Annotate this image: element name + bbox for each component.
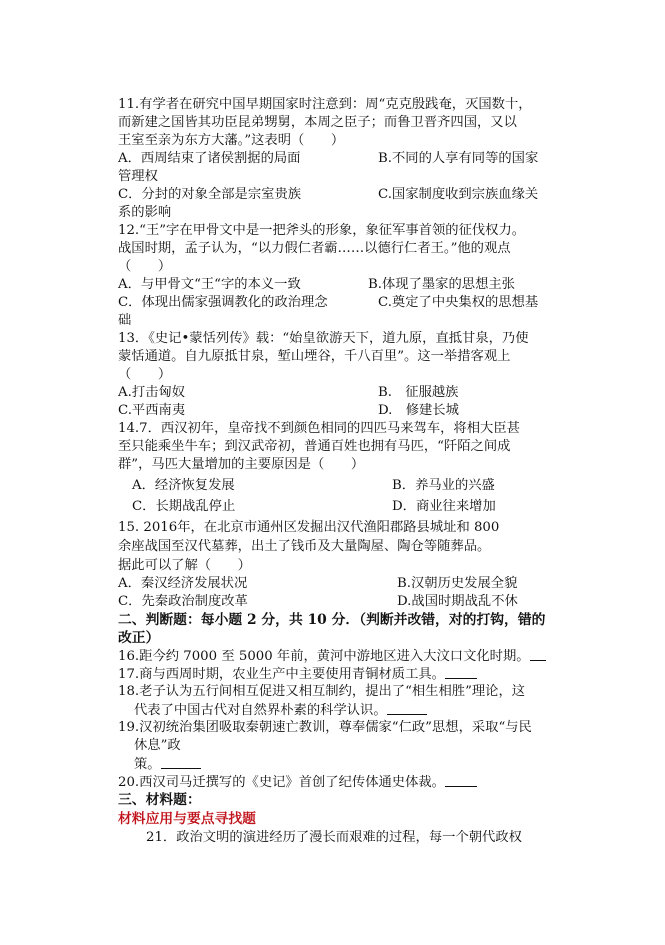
q11-option-b-cont: 管理权 [118,169,158,184]
q11-option-a: A．西周结束了诸侯割据的局面 [118,151,301,166]
judge-q17 [118,665,477,684]
judge-q16 [118,647,546,666]
judge-q20-answer-blank[interactable] [445,773,477,787]
judge-q18-line2 [134,701,427,720]
q12-option-c: C．体现出儒家强调教化的政治理念 [118,295,328,310]
judge-q18-text: 代表了中国古代对自然界朴素的科学认识。 [134,703,387,718]
section2-heading-line2: 改正） [118,630,160,646]
q12-stem-line2: 战国时期，孟子认为，“以力假仁者霸……以德行仁者王。”他的观点 [118,241,511,256]
judge-q17-answer-blank[interactable] [445,665,477,679]
q15-option-d: D.战国时期战乱不休 [397,594,518,609]
q14-stem-line1: 14.7．西汉初年，皇帝找不到颜色相同的四匹马来驾车，将相大臣甚 [118,421,520,436]
judge-q18-line1: 18.老子认为五行间相互促进又相互制约，提出了“相生相胜”理论，这 [118,684,526,699]
q14-stem-line2: 至只能乘坐牛车；到汉武帝初，普通百姓也拥有马匹，“阡陌之间成 [118,439,511,454]
q14-option-d: D．商业往来增加 [392,499,496,514]
q11-option-c: C．分封的对象全部是宗室贵族 [118,187,302,202]
q11-option-b: B.不同的人享有同等的国家 [378,151,539,166]
q12-option-b: B.体现了墨家的思想主张 [368,277,515,292]
q13-option-d: D. 修建长城 [378,403,459,418]
q11-option-d-cont: 系的影响 [118,205,172,220]
q13-stem-line1: 13．《史记•蒙恬列传》载：“始皇欲游天下，道九原，直抵甘泉，乃使 [118,331,529,346]
judge-q20-text: 20.西汉司马迁撰写的《史记》首创了纪传体通史体裁。 [118,775,445,790]
q14-option-a: A．经济恢复发展 [132,478,235,493]
q13-stem-line2: 蒙恬通道。自九原抵甘泉，堑山堙谷，千八百里”。这一举措客观上 [118,349,511,364]
judge-q20 [118,773,477,792]
section2-heading-line1: 二、判断题：每小题 2 分，共 10 分．（判断并改错，对的打钩，错的 [118,612,546,628]
judge-q16-text: 16.距今约 7000 至 5000 年前，黄河中游地区进入大汶口文化时期。 [118,649,530,664]
q11-option-d: C.国家制度收到宗族血缘关 [378,187,539,202]
section3-subtitle: 材料应用与要点寻找题 [118,811,256,827]
judge-q16-answer-blank[interactable] [530,647,546,661]
q11-stem-line1: 11.有学者在研究中国早期国家时注意到：周“克克殷践奄，灭国数十， [118,97,532,112]
judge-q17-text: 17.商与西周时期，农业生产中主要使用青铜材质工具。 [118,667,445,682]
q15-option-a: A．秦汉经济发展状况 [118,576,248,591]
judge-q19-line3 [134,755,201,774]
q12-option-d: C.奠定了中央集权的思想基 [378,295,539,310]
q14-stem-line3: 群”，马匹大量增加的主要原因是（ ） [118,457,365,472]
q15-option-c: C．先秦政治制度改革 [118,594,248,609]
judge-q19-line1: 19.汉初统治集团吸取秦朝速亡教训，尊奉儒家“仁政”思想，采取“与民 [118,720,532,735]
q12-option-a: A．与甲骨文“王“字的本义一致 [118,277,301,292]
q15-stem-line2: 余座战国至汉代墓葬，出土了钱币及大量陶屋、陶仓等随葬品。 [118,539,491,554]
judge-q19-line2: 休息”政 [134,738,181,753]
q14-option-b: B．养马业的兴盛 [392,478,495,493]
q13-stem-line3: （ ） [118,367,172,382]
q14-option-c: C．长期战乱停止 [132,499,236,514]
judge-q18-answer-blank[interactable] [387,701,427,715]
q12-stem-line3: （ ） [118,259,172,274]
q12-option-d-cont: 础 [118,313,132,328]
judge-q19-text: 策。 [134,757,161,772]
judge-q19-answer-blank[interactable] [161,755,201,769]
q13-option-a: A.打击匈奴 [118,385,186,400]
q15-stem-line1: 15. 2016年，在北京市通州区发掘出汉代渔阳郡路县城址和 800 [118,520,500,535]
section3-heading: 三、材料题： [118,792,201,808]
q15-option-b: B.汉朝历史发展全貌 [397,576,518,591]
q12-stem-line1: 12.“王”字在甲骨文中是一把斧头的形象，象征军事首领的征伐权力。 [118,223,526,238]
q11-stem-line2: 而新建之国皆其功臣昆弟甥舅，本周之臣子；而鲁卫晋齐四国，又以 [118,115,517,130]
q11-stem-line3: 王室至亲为东方大藩。”这表明（ ） [118,133,345,148]
q15-stem-line3: 据此可以了解（ ） [118,558,251,573]
q13-option-c: C.平西南夷 [118,403,186,418]
q21-stem-line1: 21．政治文明的演进经历了漫长而艰难的过程，每一个朝代政权 [146,830,522,845]
q13-option-b: B. 征服越族 [378,385,459,400]
